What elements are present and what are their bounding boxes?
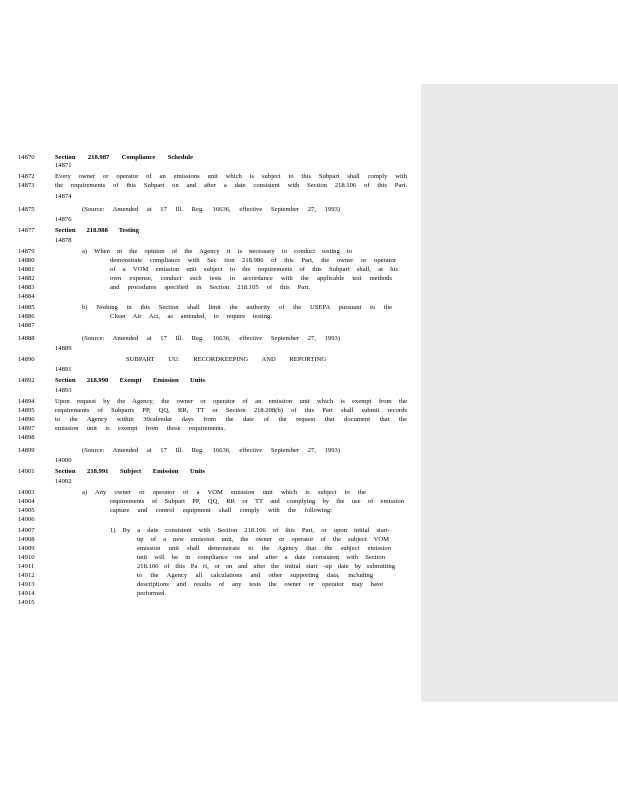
line-number: 14910 [18, 554, 35, 561]
line-number: 14915 [18, 599, 35, 606]
line-number: 14870 [18, 154, 35, 161]
line-number: 14905 [18, 507, 35, 514]
text-line: 14871 [55, 162, 72, 169]
line-number: 14903 [18, 489, 35, 496]
line-number: 14901 [18, 468, 35, 475]
line-number: 14911 [18, 563, 35, 570]
text-line: 14874 [55, 193, 72, 200]
text-line: to the Agency all calculations and other supporting data, including [137, 572, 373, 579]
section-heading: Section 218.987 Compliance Schedule [55, 154, 193, 161]
text-line: performed. [137, 590, 167, 597]
line-number: 14894 [18, 398, 35, 405]
line-number: 14892 [18, 377, 35, 384]
line-number: 14875 [18, 206, 35, 213]
text-line: a) Any owner or operator of a VOM emission unit which is subject to the [82, 489, 366, 496]
line-number: 14877 [18, 227, 35, 234]
text-line: own expense, conduct such tests in accordance with the applicable test methods [110, 275, 392, 282]
text-line: Every owner or operator of an emissions unit which is subject to this Subpart shall comply with [55, 173, 407, 180]
text-line: and procedures specified in Section 218.105 of this Part. [110, 284, 310, 291]
line-number: 14904 [18, 498, 35, 505]
text-line: 14891 [55, 366, 72, 373]
text-line: descriptions and results of any tests the owner or operator may have [137, 581, 383, 588]
text-line: emission unit shall demonstrate to the Agency that the subject emission [137, 545, 391, 552]
text-line: 1) By a date consistent with Section 218.106 of this Part, or upon initial start- [110, 527, 390, 534]
line-number: 14909 [18, 545, 35, 552]
comment-pane [421, 84, 618, 702]
line-number: 14890 [18, 356, 35, 363]
line-number: 14906 [18, 516, 35, 523]
line-number: 14882 [18, 275, 35, 282]
line-number: 14883 [18, 284, 35, 291]
text-line: 14878 [55, 237, 72, 244]
text-line: b) Nothing in this Section shall limit the authority of the USEPA pursuant to the [82, 304, 392, 311]
text-line: 14876 [55, 216, 72, 223]
text-line: the requirements of this Subpart on and after a date consistent with Section 218.106 of this Part. [55, 182, 407, 189]
line-number: 14881 [18, 266, 35, 273]
line-number: 14899 [18, 447, 35, 454]
text-line: 14902 [55, 478, 72, 485]
text-line: a) When in the opinion of the Agency it is necessary to conduct testing to [82, 248, 352, 255]
line-number: 14907 [18, 527, 35, 534]
text-line: requirements of Subparts PP, QQ, RR, TT or Section 218.208(b) of this Part shall submit records [55, 407, 407, 414]
text-line: 218.106 of this Pa rt, or on and after the initial start -up date by submitting [137, 563, 395, 570]
line-number: 14873 [18, 182, 35, 189]
line-number: 14896 [18, 416, 35, 423]
line-number: 14885 [18, 304, 35, 311]
section-heading: Section 218.991 Subject Emission Units [55, 468, 205, 475]
text-line: emission unit is exempt from those requirements. [55, 425, 225, 432]
line-number: 14914 [18, 590, 35, 597]
text-line: SUBPART UU: RECORDKEEPING AND REPORTING [126, 356, 326, 363]
line-number: 14898 [18, 434, 35, 441]
line-number: 14886 [18, 313, 35, 320]
text-line: demonstrate compliance with Sec tion 218.986 of this Part, the owner or operator [110, 257, 396, 264]
text-line: Upon request by the Agency, the owner or operator of an emission unit which is exempt from the [55, 398, 407, 405]
line-number: 14913 [18, 581, 35, 588]
text-line: requirements of Subpart PP, QQ, RR or TT and complying by the use of emission [110, 498, 404, 505]
line-number: 14887 [18, 322, 35, 329]
line-number: 14884 [18, 293, 35, 300]
text-line: Clean Air Act, as amended, to require testing. [110, 313, 272, 320]
section-heading: Section 218.988 Testing [55, 227, 139, 234]
text-line: of a VOM emission unit subject to the requirements of this Subpart shall, at his [110, 266, 398, 273]
text-line: 14889 [55, 345, 72, 352]
line-number: 14888 [18, 335, 35, 342]
line-number: 14880 [18, 257, 35, 264]
line-number: 14879 [18, 248, 35, 255]
text-line: capture and control equipment shall comply with the following: [110, 507, 332, 514]
text-line: (Source: Amended at 17 Ill. Reg. 16636, effective September 27, 1993) [82, 206, 340, 213]
line-number: 14908 [18, 536, 35, 543]
line-number: 14897 [18, 425, 35, 432]
text-line: 14900 [55, 457, 72, 464]
text-line: up of a new emission unit, the owner or operator of the subject VOM [137, 536, 389, 543]
section-heading: Section 218.990 Exempt Emission Units [55, 377, 205, 384]
text-line: unit will be in compliance on and after a date consistent with Section [137, 554, 385, 561]
line-number: 14895 [18, 407, 35, 414]
text-line: (Source: Amended at 17 Ill. Reg. 16636, effective September 27, 1993) [82, 447, 340, 454]
text-line: to the Agency within 30calendar days from the date of the request that document that the [55, 416, 407, 423]
line-number: 14912 [18, 572, 35, 579]
text-line: (Source: Amended at 17 Ill. Reg. 16636, effective September 27, 1993) [82, 335, 340, 342]
text-line: 14893 [55, 387, 72, 394]
line-number: 14872 [18, 173, 35, 180]
